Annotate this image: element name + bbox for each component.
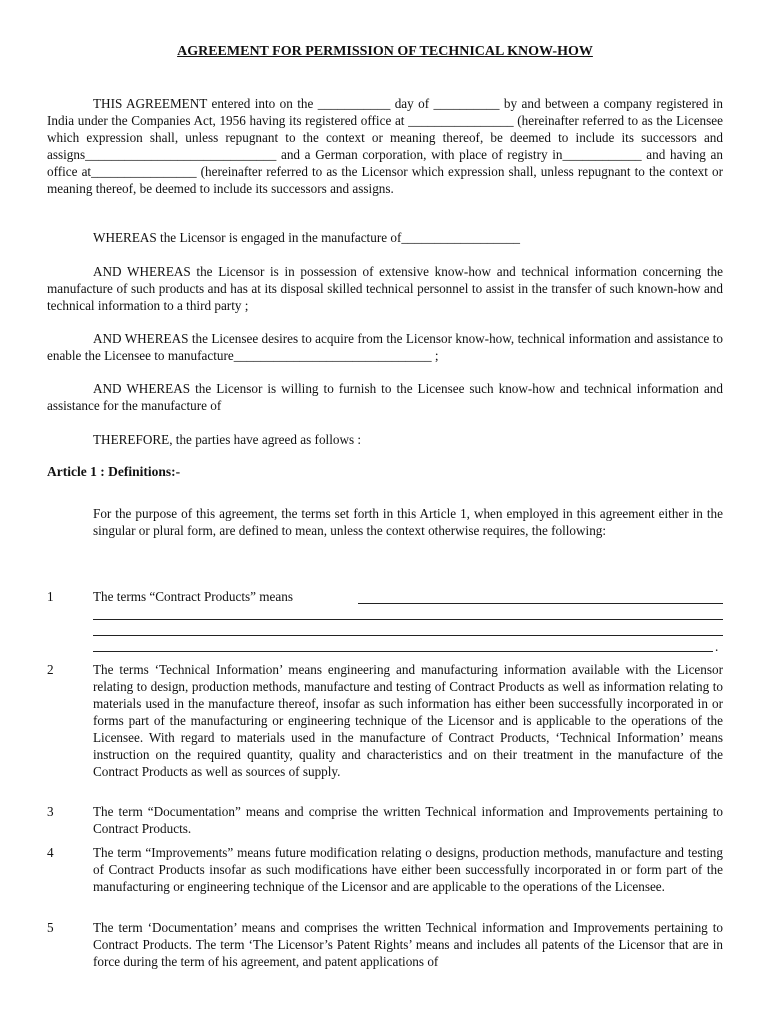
whereas-paragraph-3: AND WHEREAS the Licensee desires to acquire from the Licensor know-how, technical information and assistance to enable the Licensee to manufacture______________________________ ;: [47, 331, 723, 363]
definition-number: 4: [47, 845, 54, 860]
therefore-paragraph: THEREFORE, the parties have agreed as follows :: [93, 432, 362, 447]
blank-line: [93, 619, 723, 620]
blank-line: [93, 651, 713, 652]
whereas-paragraph-4: AND WHEREAS the Licensor is willing to furnish to the Licensee such know-how and technical information and assistance for the manufacture of: [47, 381, 723, 413]
article-1-intro: For the purpose of this agreement, the terms set forth in this Article 1, when employed in this agreement either in the singular or plural form, are defined to mean, unless the context otherwise requires, the following:: [93, 506, 723, 538]
blank-line: [358, 603, 723, 604]
definition-label: The terms “Contract Products” means: [93, 589, 293, 604]
intro-paragraph: THIS AGREEMENT entered into on the ___________ day of __________ by and between a company registered in India under the Companies Act, 1956 having its registered office at ________________ (hereinafter referred to as the Licensee which expression shall, unless repugnant to the context or meaning thereof, be deemed to include its successors and assigns_____________________________ and a German corporation, with place of registry in____________ and having an office at________________ (hereinafter referred to as the Licensor which expression shall, unless repugnant to the context or meaning thereof, be deemed to include its successors and assigns.: [47, 96, 723, 196]
definition-text: The terms ‘Technical Information’ means engineering and manufacturing information available with the Licensor relating to design, production methods, manufacture and testing of Contract Products as well as information relating to materials used in the manufacture thereof, insofar as such information has either been successfully incorporated in or forms part of the manufacturing or engineering technique of the Licensor and is applicable to the operations of the Licensee. With regard to materials used in the manufacture of Contract Products, ‘Technical Information’ means instruction on the required quantity, quality and characteristics and on their treatment in the manufacture of the Contract Products as well as sources of supply.: [93, 662, 723, 779]
document-title: AGREEMENT FOR PERMISSION OF TECHNICAL KNOW-HOW: [177, 44, 593, 59]
article-1-heading: Article 1 : Definitions:-: [47, 464, 181, 479]
definition-number: 2: [47, 662, 54, 677]
definition-number: 5: [47, 920, 54, 935]
definition-text: [93, 588, 293, 605]
definition-text: The term ‘Documentation’ means and comprises the written Technical information and Improvements pertaining to Contract Products. The term ‘The Licensor’s Patent Rights’ means and includes all patents of the Licensor that are in force during the term of his agreement, and patent applications of: [93, 920, 723, 969]
definition-text: The term “Improvements” means future modification relating o designs, production methods, manufacture and testing of Contract Products insofar as such modifications have either been successfully incorporated in or form part of the manufacturing or engineering technique of the Licensor and are applicable to the operations of the Licensee.: [93, 845, 723, 894]
whereas-paragraph-1: WHEREAS the Licensor is engaged in the manufacture of__________________: [93, 230, 521, 245]
whereas-paragraph-2: AND WHEREAS the Licensor is in possession of extensive know-how and technical information concerning the manufacture of such products and has at its disposal skilled technical personnel to assist in the transfer of such known-how and technical information to a third party ;: [47, 264, 723, 313]
definition-number: 1: [47, 589, 54, 604]
definition-number: 3: [47, 804, 54, 819]
definition-text: The term “Documentation” means and comprise the written Technical information and Improvements pertaining to Contract Products.: [93, 804, 723, 836]
definition-period: .: [715, 639, 719, 654]
blank-line: [93, 635, 723, 636]
